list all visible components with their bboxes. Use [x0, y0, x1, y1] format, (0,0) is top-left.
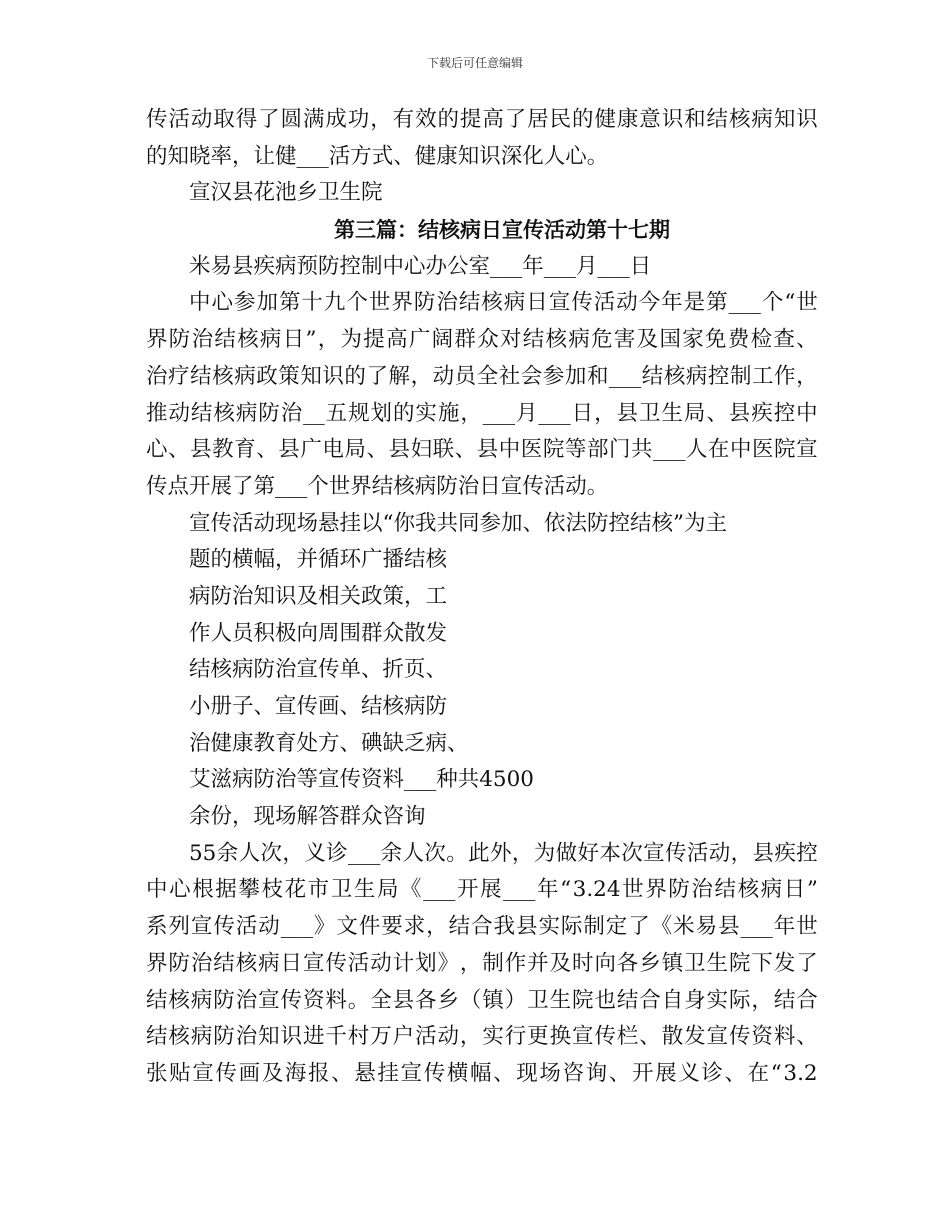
text-line: 传点开展了第___个世界结核病防治日宣传活动。 — [146, 473, 609, 499]
text-line: 作人员积极向周围群众散发 — [189, 620, 448, 646]
text-line: 推 动 结 核 病 防 治 __ 五 规 划 的 实 施 ， ___ 月 ___ 日 ， 县 卫 生 局 、 县 疾 控 中 — [146, 400, 818, 426]
text-line: 结 核 病 防 治 宣 传 资 料 。 全 县 各 乡 （ 镇 ） 卫 生 院 也 结 合 自 身 实 际 ， 结 合 — [146, 987, 818, 1013]
text-line: 治 疗 结 核 病 政 策 知 识 的 了 解 ， 动 员 全 社 会 参 加 和 ___ 结 核 病 控 制 工 作 ， — [146, 363, 818, 389]
text-line: 界 防 治 结 核 病 日 宣 传 活 动 计 划 》 ， 制 作 并 及 时 向 各 乡 镇 卫 生 院 下 发 了 — [146, 950, 818, 976]
page-header-note: 下载后可任意编辑 — [426, 56, 523, 70]
text-line: 小册子、宣传画、结核病防 — [189, 694, 448, 719]
text-line: 治健康教育处方、碘缺乏病、 — [189, 730, 469, 756]
text-line: 宣传活动现场悬挂以“你我共同参加、依法防控结核”为主 — [189, 510, 727, 536]
text-line: 结 核 病 防 治 知 识 进 千 村 万 户 活 动 ， 实 行 更 换 宣 传 栏 、 散 发 宣 传 资 料 、 — [146, 1024, 818, 1050]
text-line: 的知晓率，让健___活方式、健康知识深化人心。 — [146, 143, 609, 169]
text-line: 传 活 动 取 得 了 圆 满 成 功 ， 有 效 的 提 高 了 居 民 的 健 康 意 识 和 结 核 病 知 识 — [146, 107, 818, 132]
text-line: 结核病防治宣传单、折页、 — [189, 657, 448, 683]
text-line: 55 余 人 次 ， 义 诊 ___ 余 人 次 。 此 外 ， 为 做 好 本 次 宣 传 活 动 ， 县 疾 控 — [189, 840, 818, 866]
text-line: 病防治知识及相关政策，工 — [189, 583, 448, 609]
text-line: 中 心 参 加 第 十 九 个 世 界 防 治 结 核 病 日 宣 传 活 动 今 年 是 第 ___ 个 “ 世 — [189, 290, 818, 316]
text-line: 余份，现场解答群众咨询 — [189, 804, 426, 830]
signature-line: 宣汉县花池乡卫生院 — [189, 180, 383, 206]
text-line: 张 贴 宣 传 画 及 海 报 、 悬 挂 宣 传 横 幅 、 现 场 咨 询 、 开 展 义 诊 、 在 “ 3.2 — [146, 1060, 818, 1086]
text-line: 心 、 县 教 育 、 县 广 电 局 、 县 妇 联 、 县 中 医 院 等 部 门 共 ___ 人 在 中 医 院 宣 — [146, 437, 818, 463]
document-body — [146, 102, 818, 1093]
text-line: 系 列 宣 传 活 动 ___ 》 文 件 要 求 ， 结 合 我 县 实 际 制 定 了 《 米 易 县 ___ 年 世 — [146, 914, 818, 940]
text-line: 中 心 根 据 攀 枝 花 市 卫 生 局 《 ___ 开 展 ___ 年 “ 3.24 世 界 防 治 结 核 病 日 ” — [146, 877, 818, 903]
text-line: 艾滋病防治等宣传资料___种共4500 — [189, 767, 534, 793]
section-heading: 第三篇：结核病日宣传活动第十七期 — [334, 218, 670, 243]
text-line: 米易县疾病预防控制中心办公室___年___月___日 — [189, 253, 652, 279]
text-line: 题的横幅，并循环广播结核 — [189, 547, 448, 573]
text-line: 界 防 治 结 核 病 日 ” ， 为 提 高 广 阔 群 众 对 结 核 病 危 害 及 国 家 免 费 检 查 、 — [146, 327, 818, 353]
